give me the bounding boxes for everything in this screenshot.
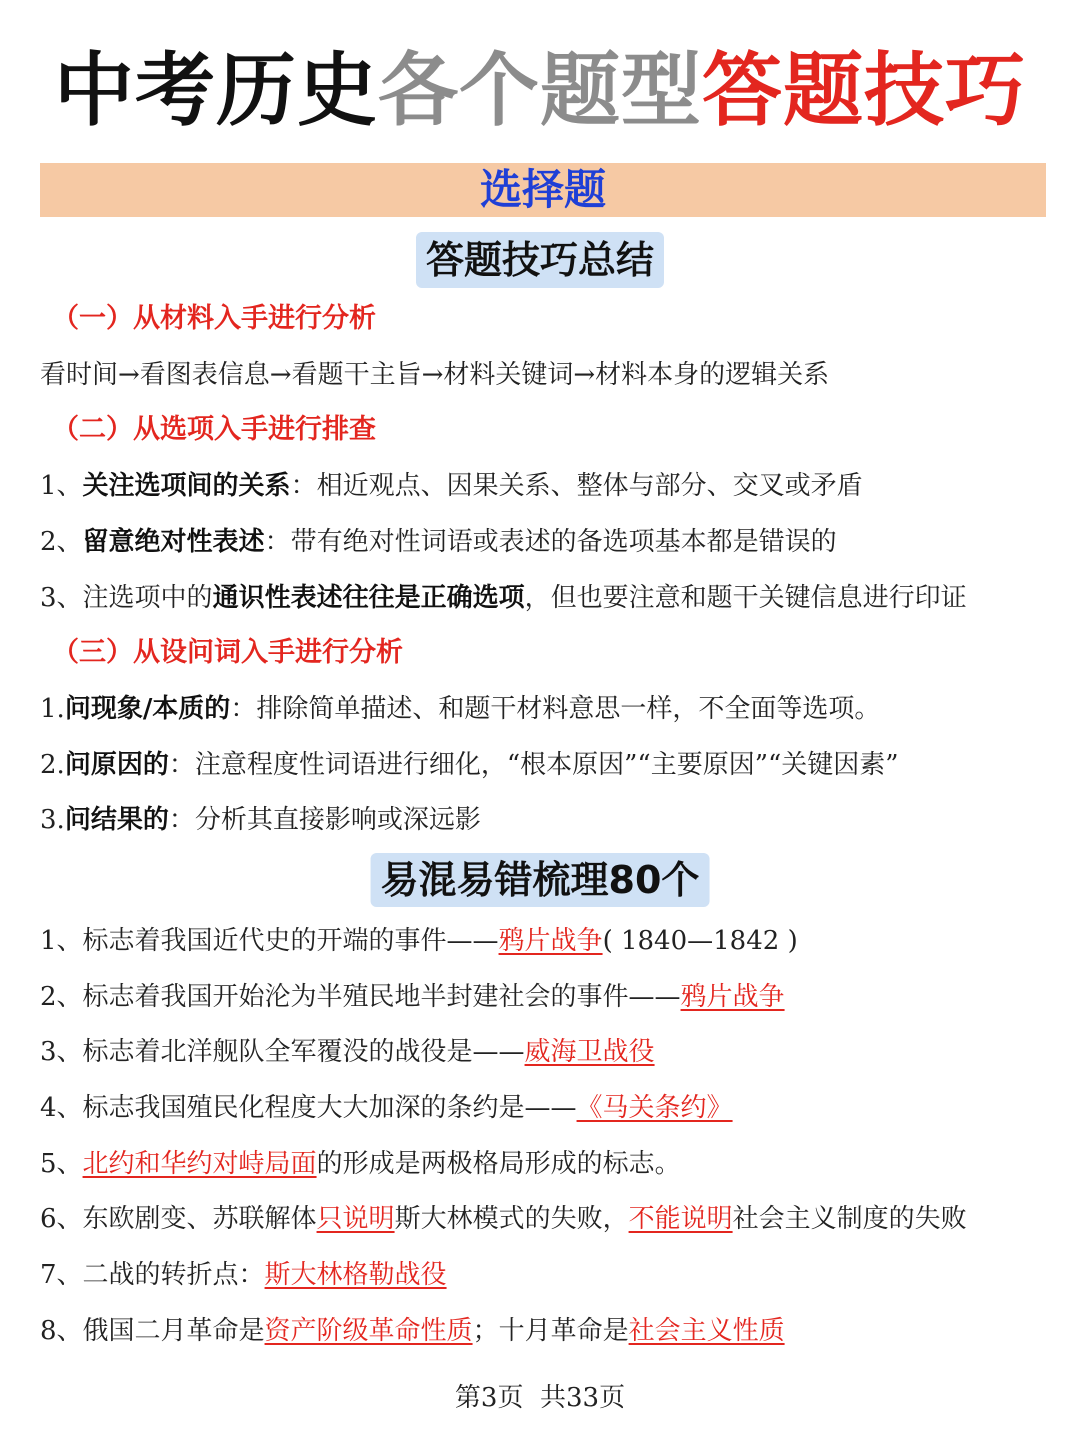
title-part-3: 答题技巧 [702,44,1026,137]
banner-label: 选择题 [479,165,606,214]
mistake-item-8-mid: ；十月革命是 [472,1316,629,1346]
option-tip-3-pre: 注选项中的 [82,583,213,613]
option-tip-2-num: 2、 [40,527,83,557]
mistake-item-8-text: 8、俄国二月革命是 [40,1316,265,1346]
option-tip-3-rest: ，但也要注意和题干关键信息进行印证 [524,583,967,613]
mistake-item-1-years: ( 1840—1842 ) [602,926,798,956]
mistake-item-6-text: 6、东欧剧变、苏联解体 [40,1204,317,1234]
title-part-2: 各个题型 [378,44,702,137]
mistake-item-5 [40,1144,1050,1184]
mistake-item-8 [40,1311,1050,1351]
mistake-item-3-text: 3、标志着北洋舰队全军覆没的战役是—— [40,1037,525,1067]
mistake-item-2-answer: 鸦片战争 [680,982,785,1012]
option-tip-2 [40,522,1050,562]
mistake-item-2-text: 2、标志着我国开始沦为半殖民地半封建社会的事件—— [40,982,681,1012]
option-tip-1-num: 1、 [40,471,83,501]
mistake-item-2 [40,977,1050,1017]
option-tip-2-rest: ：带有绝对性词语或表述的备选项基本都是错误的 [264,527,837,557]
option-tip-3 [40,578,1050,618]
option-tip-3-bold: 通识性表述往往是正确选项 [212,583,525,613]
mistake-item-7-answer: 斯大林格勒战役 [264,1260,447,1290]
mistake-item-5-text: 的形成是两极格局形成的标志。 [316,1149,681,1179]
option-tip-3-num: 3、 [40,583,83,613]
question-tip-1 [40,689,1050,729]
option-tip-1 [40,466,1050,506]
option-tip-1-rest: ：相近观点、因果关系、整体与部分、交叉或矛盾 [290,471,863,501]
question-tip-2-bold: 问原因的 [64,750,169,780]
material-steps-text: 看时间→看图表信息→看题干主旨→材料关键词→材料本身的逻辑关系 [40,360,830,390]
section-title-tips: 答题技巧总结 [416,232,664,288]
mistake-item-1-text: 1、标志着我国近代史的开端的事件—— [40,926,499,956]
mistake-item-1-answer: 鸦片战争 [498,926,603,956]
mistake-item-6-end: 社会主义制度的失败 [732,1204,967,1234]
question-tip-2-rest: ：注意程度性词语进行细化，“根本原因”“主要原因”“关键因素” [168,750,899,780]
mistake-item-5-answer: 北约和华约对峙局面 [82,1149,317,1179]
mistake-item-7-text: 7、二战的转折点： [40,1260,265,1290]
option-tip-2-bold: 留意绝对性表述 [82,527,265,557]
mistake-item-8-answer-2: 社会主义性质 [628,1316,785,1346]
option-tip-1-bold: 关注选项间的关系 [82,471,291,501]
subheading-question-words: （三）从设问词入手进行分析 [52,637,403,668]
mistake-item-1 [40,921,1050,961]
question-tip-2 [40,745,1050,785]
mistake-item-7 [40,1255,1050,1295]
page-number: 第3页 [454,1383,524,1413]
section-title-mistakes: 易混易错梳理80个 [371,853,710,907]
mistake-item-3-answer: 威海卫战役 [524,1037,655,1067]
question-tip-3-num: 3. [40,805,65,835]
page-total: 共33页 [539,1383,626,1413]
subheading-options: （二）从选项入手进行排查 [52,414,376,445]
mistake-item-6-answer-1: 只说明 [316,1204,395,1234]
question-tip-2-num: 2. [40,750,65,780]
mistake-item-6-answer-2: 不能说明 [628,1204,733,1234]
question-tip-3 [40,800,1050,840]
mistake-item-4-text: 4、标志我国殖民化程度大大加深的条约是—— [40,1093,577,1123]
mistake-item-6 [40,1199,1050,1239]
mistake-item-6-mid: 斯大林模式的失败， [394,1204,629,1234]
mistake-item-4-answer: 《马关条约》 [576,1093,733,1123]
mistake-item-4 [40,1088,1050,1128]
mistake-item-3 [40,1032,1050,1072]
question-tip-1-num: 1. [40,694,65,724]
subheading-material: （一）从材料入手进行分析 [52,303,376,334]
mistake-item-5-num: 5、 [40,1149,83,1179]
question-type-banner [40,163,1046,217]
mistake-item-8-answer-1: 资产阶级革命性质 [264,1316,473,1346]
page-footer [0,1378,1080,1418]
page-title [0,38,1080,143]
question-tip-3-rest: ：分析其直接影响或深远影 [168,805,481,835]
title-part-1: 中考历史 [54,44,378,137]
question-tip-1-rest: ：排除简单描述、和题干材料意思一样，不全面等选项。 [230,694,881,724]
question-tip-1-bold: 问现象/本质的 [64,694,231,724]
question-tip-3-bold: 问结果的 [64,805,169,835]
